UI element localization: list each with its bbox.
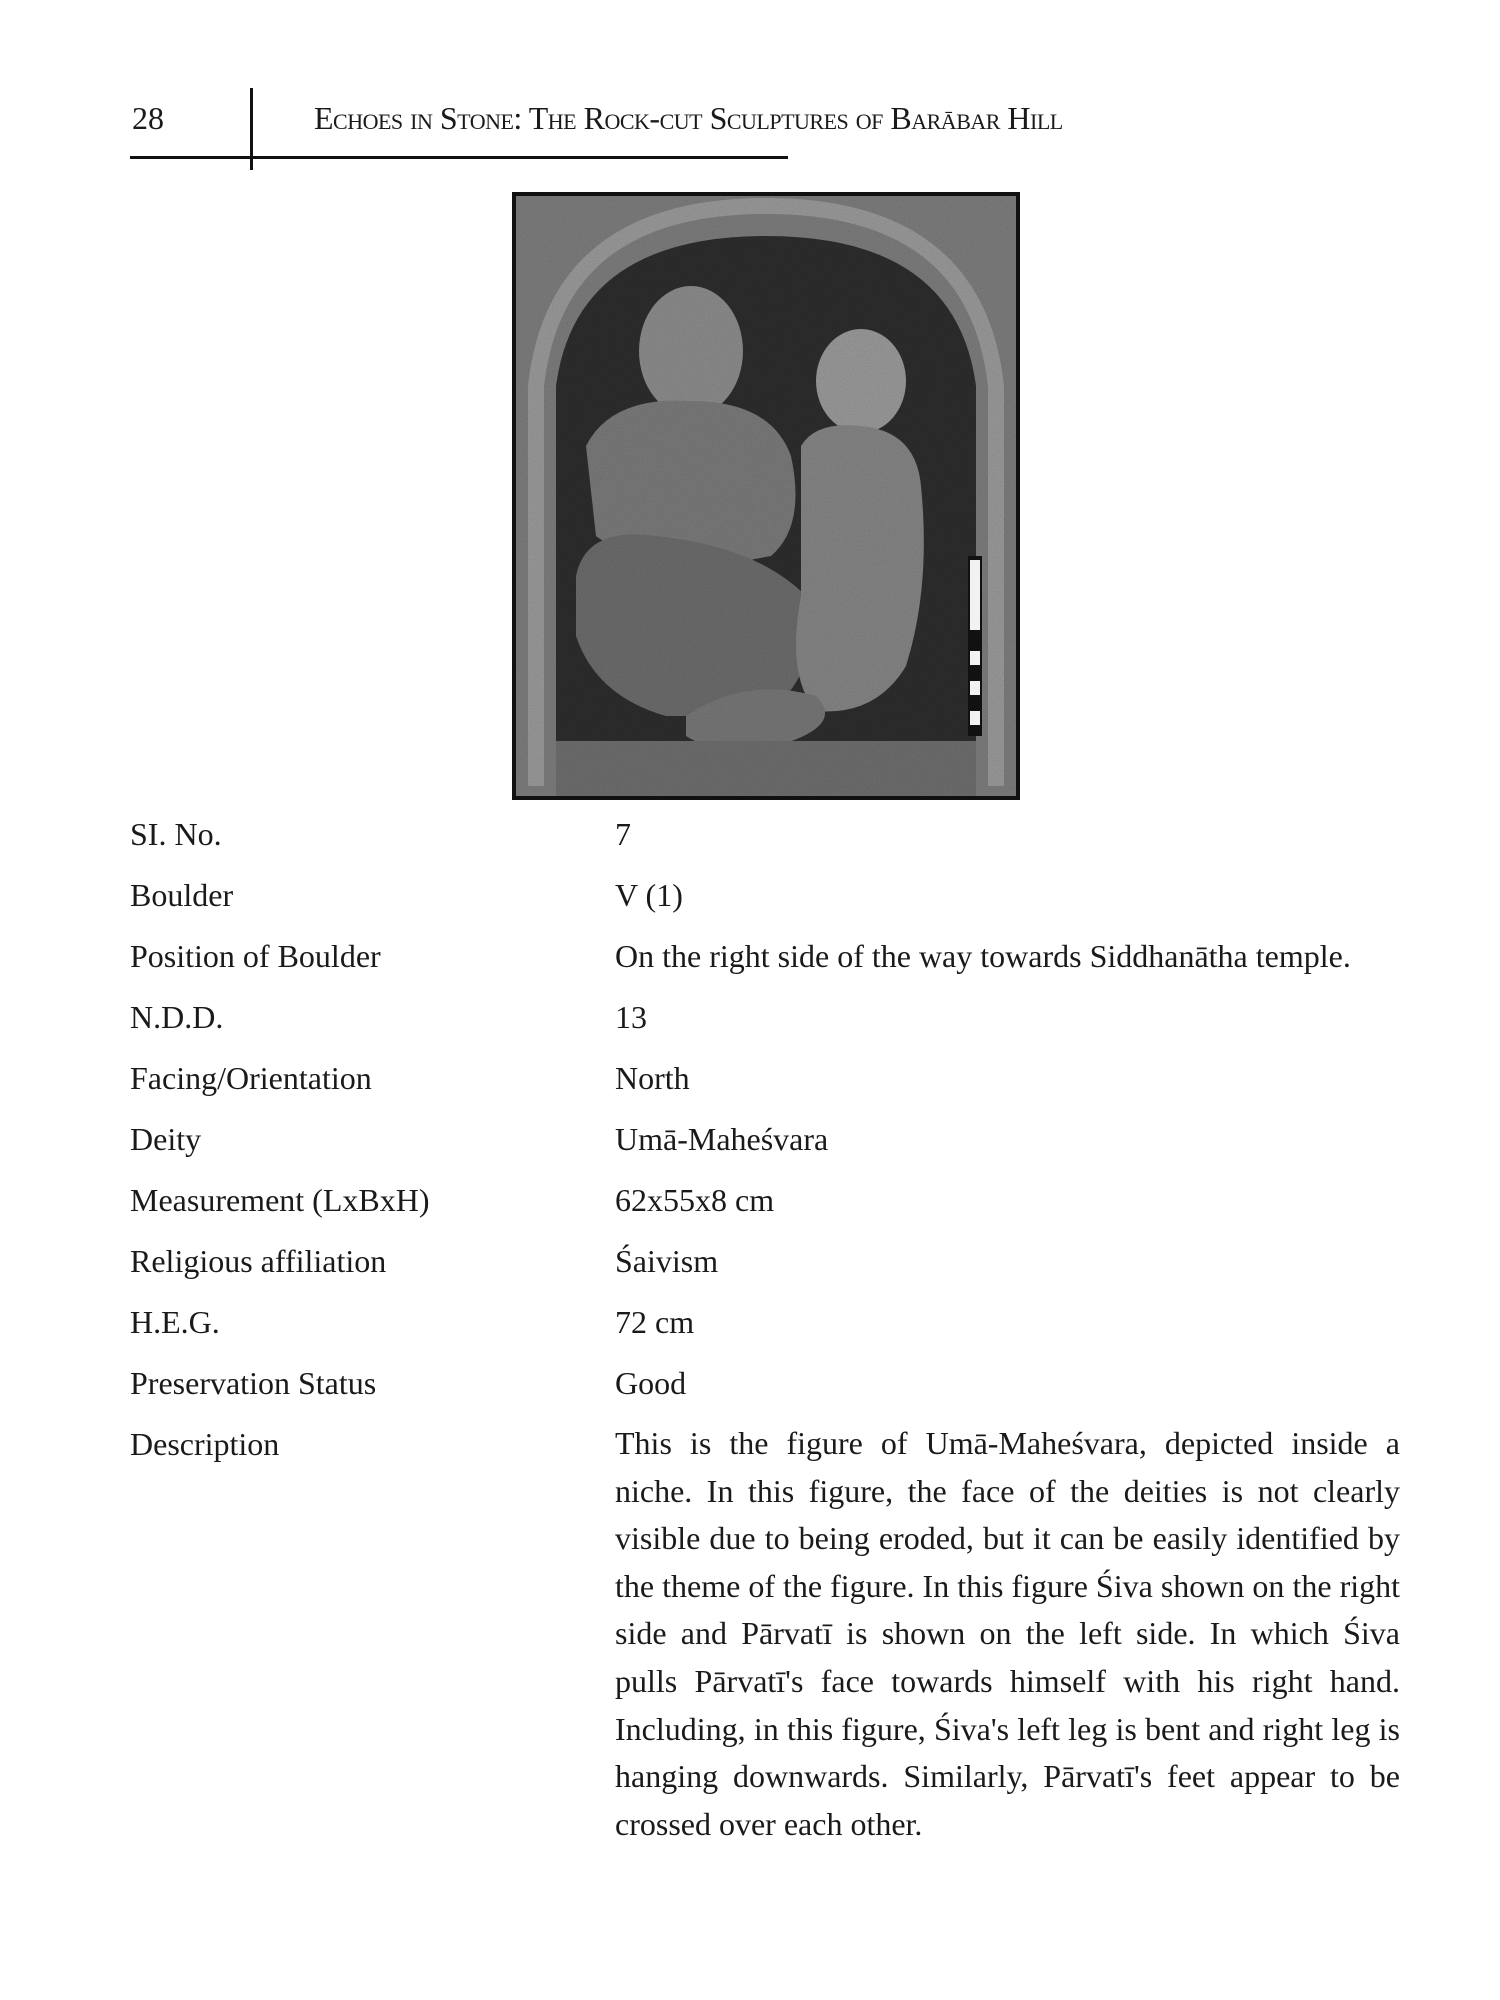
value-serial-number: 7 (615, 816, 631, 852)
label-facing: Facing/Orientation (130, 1060, 372, 1096)
catalogue-entry (130, 810, 1400, 1861)
value-heg: 72 cm (615, 1304, 695, 1340)
row-serial-number (130, 810, 1400, 858)
label-measurement: Measurement (LxBxH) (130, 1182, 430, 1218)
value-measurement: 62x55x8 cm (615, 1182, 775, 1218)
value-position-of-boulder: On the right side of the way towards Siddhanātha temple. (615, 938, 1351, 974)
label-position-of-boulder: Position of Boulder (130, 938, 381, 974)
row-description (130, 1420, 1400, 1848)
value-deity: Umā-Maheśvara (615, 1121, 829, 1157)
row-measurement (130, 1176, 1400, 1224)
header-horizontal-rule (130, 156, 788, 159)
row-boulder (130, 871, 1400, 919)
row-ndd (130, 993, 1400, 1041)
row-preservation-status (130, 1359, 1400, 1407)
relief-illustration (516, 196, 1016, 796)
label-serial-number: SI. No. (130, 816, 222, 852)
value-ndd: 13 (615, 999, 647, 1035)
value-religious-affiliation: Śaivism (615, 1243, 719, 1279)
label-description: Description (130, 1426, 280, 1462)
sculpture-photo (512, 192, 1020, 800)
label-heg: H.E.G. (130, 1304, 220, 1340)
label-preservation-status: Preservation Status (130, 1365, 377, 1401)
label-deity: Deity (130, 1121, 202, 1157)
label-religious-affiliation: Religious affiliation (130, 1243, 387, 1279)
value-boulder: V (1) (615, 877, 683, 913)
label-ndd: N.D.D. (130, 999, 224, 1035)
row-position-of-boulder (130, 932, 1400, 980)
row-religious-affiliation (130, 1237, 1400, 1285)
row-facing (130, 1054, 1400, 1102)
value-preservation-status: Good (615, 1365, 687, 1401)
value-facing: North (615, 1060, 690, 1096)
label-boulder: Boulder (130, 877, 234, 913)
value-description: This is the figure of Umā-Maheśvara, depicted inside a niche. In this figure, the face of the deities is not clearly visible due to being eroded, but it can be easily identified by the theme of the figure. In this figure Śiva shown on the right side and Pārvatī is shown on the left side. In which Śiva pulls Pārvatī's face towards himself with his right hand. Including, in this figure, Śiva's left leg is bent and right leg is hanging downwards. Similarly, Pārvatī's feet appear to be crossed over each other. (615, 1425, 1400, 1842)
running-header-title: Echoes in Stone: The Rock-cut Sculptures of Barābar Hill (314, 100, 1063, 136)
page-number: 28 (132, 100, 164, 136)
row-deity (130, 1115, 1400, 1163)
row-heg (130, 1298, 1400, 1346)
